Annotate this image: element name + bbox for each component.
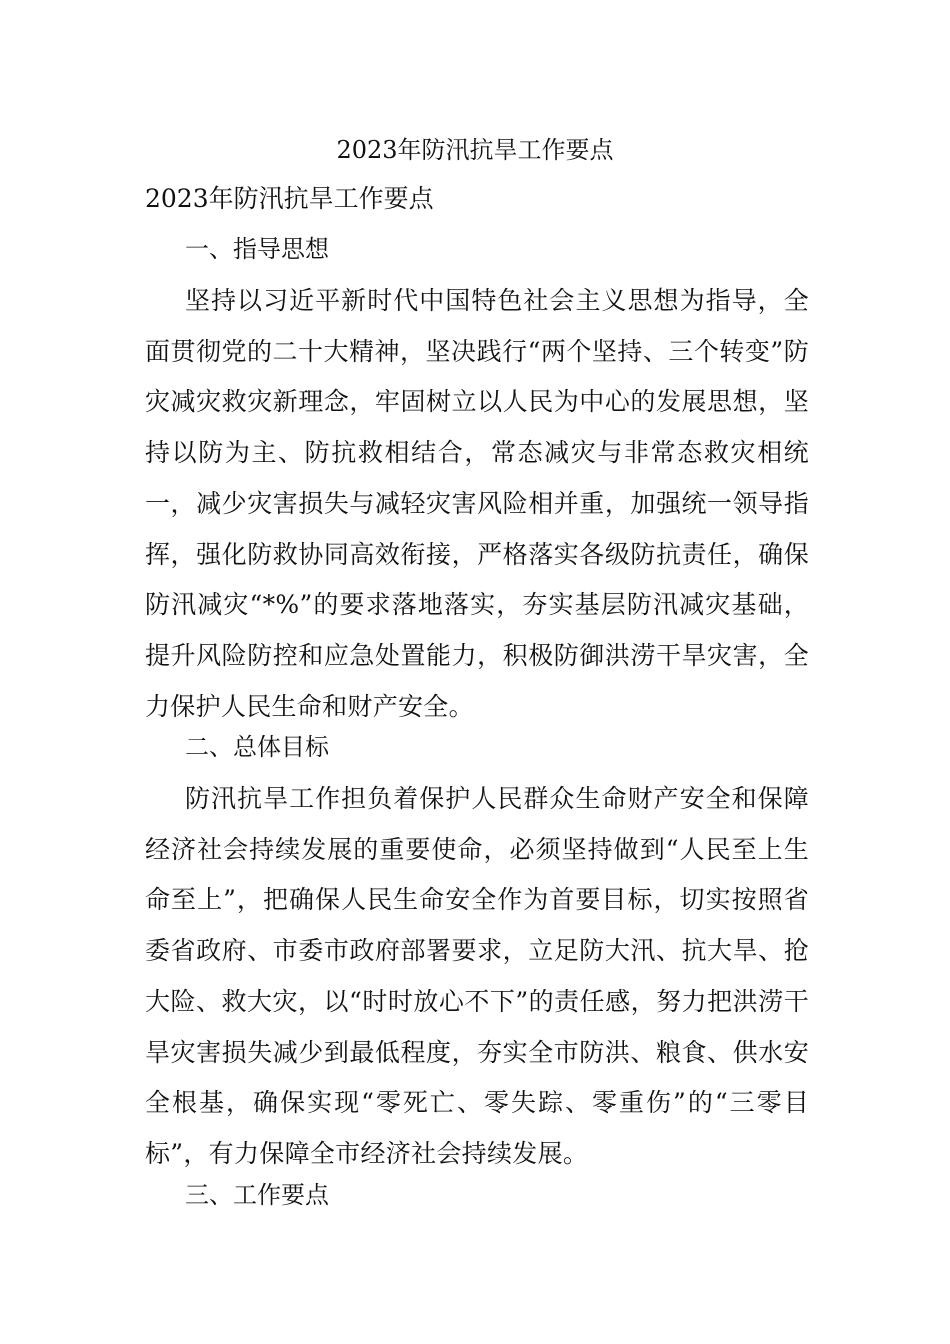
section-paragraph-guiding-ideology: 坚持以习近平新时代中国特色社会主义思想为指导，全面贯彻党的二十大精神，坚决践行“两个坚持、三个转变”防灾减灾救灾新理念，牢固树立以人民为中心的发展思想，坚持以防为主、防抗救相结合，常态减灾与非常态救灾相统一，减少灾害损失与减轻灾害风险相并重，加强统一领导指挥，强化防救协同高效衔接，严格落实各级防抗责任，确保防汛减灾“*%”的要求落地落实，夯实基层防汛减灾基础，提升风险防控和应急处置能力，积极防御洪涝干旱灾害，全力保护人民生命和财产安全。 <box>145 286 809 721</box>
section-paragraph-overall-goals: 防汛抗旱工作担负着保护人民群众生命财产安全和保障经济社会持续发展的重要使命，必须坚持做到“人民至上生命至上”，把确保人民生命安全作为首要目标，切实按照省委省政府、市委市政府部署要求，立足防大汛、抗大旱、抢大险、救大灾，以“时时放心不下”的责任感，努力把洪涝干旱灾害损失减少到最低程度，夯实全市防洪、粮食、供水安全根基，确保实现“零死亡、零失踪、零重伤”的“三零目标”，有力保障全市经济社会持续发展。 <box>145 784 809 1168</box>
section-heading-guiding-ideology: 一、指导思想 <box>185 235 329 263</box>
document-subtitle: 2023年防汛抗旱工作要点 <box>145 184 434 213</box>
document-title: 2023年防汛抗旱工作要点 <box>336 136 614 164</box>
section-heading-overall-goals: 二、总体目标 <box>185 733 329 761</box>
section-heading-work-points: 三、工作要点 <box>185 1181 329 1209</box>
